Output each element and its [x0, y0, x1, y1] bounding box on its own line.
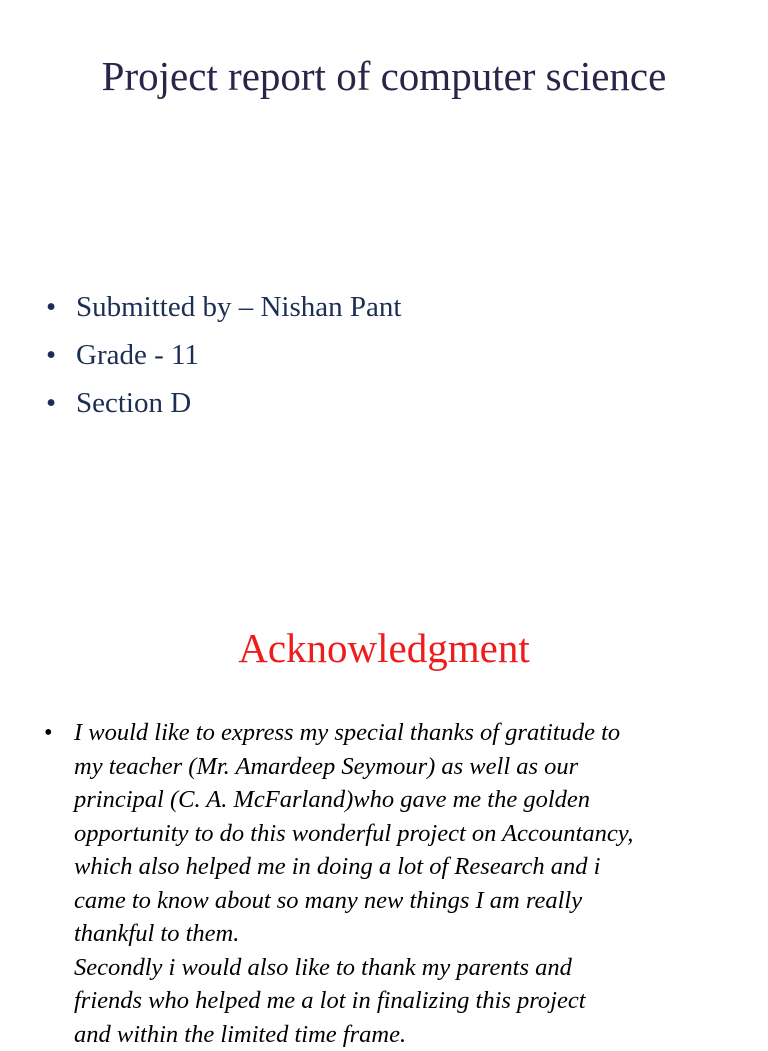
paragraph-line: thankful to them. [74, 917, 734, 951]
paragraph-line: Secondly i would also like to thank my parents and [74, 951, 734, 985]
bullet-icon: • [44, 716, 53, 750]
paragraph-line: I would like to express my special thanks of gratitude to [74, 716, 734, 750]
submitted-by-text: Submitted by – Nishan Pant [76, 291, 401, 323]
acknowledgment-paragraph [44, 716, 734, 1051]
paragraph-line: principal (C. A. McFarland)who gave me the golden [74, 783, 734, 817]
bullet-icon: • [46, 331, 56, 379]
grade-item [46, 331, 401, 379]
acknowledgment-slide [0, 576, 768, 1024]
acknowledgment-bullet-list [44, 716, 734, 1051]
grade-text: Grade - 11 [76, 339, 199, 371]
paragraph-line: which also helped me in doing a lot of Research and i [74, 850, 734, 884]
paragraph-line: came to know about so many new things I am really [74, 884, 734, 918]
paragraph-line: friends who helped me a lot in finalizing this project [74, 984, 734, 1018]
acknowledgment-title: Acknowledgment [0, 624, 768, 672]
bullet-icon: • [46, 283, 56, 331]
paragraph-line: my teacher (Mr. Amardeep Seymour) as well as our [74, 750, 734, 784]
slide-title: Project report of computer science [0, 52, 768, 100]
submitted-by-item [46, 283, 401, 331]
paragraph-line: opportunity to do this wonderful project on Accountancy, [74, 817, 734, 851]
info-bullet-list [46, 283, 401, 427]
bullet-icon: • [46, 379, 56, 427]
paragraph-line: and within the limited time frame. [74, 1018, 734, 1051]
section-item [46, 379, 401, 427]
section-text: Section D [76, 387, 191, 419]
